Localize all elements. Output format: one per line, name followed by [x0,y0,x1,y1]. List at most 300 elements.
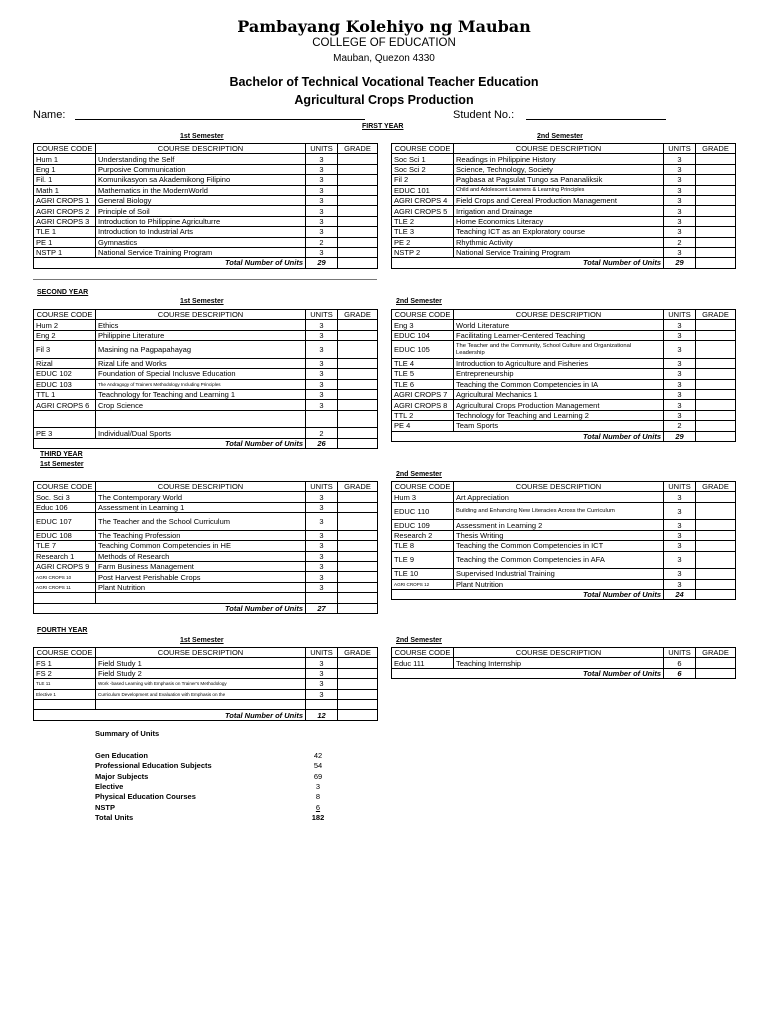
grade-cell[interactable] [338,164,378,174]
school-name: Pambayang Kolehiyo ng Mauban [237,17,531,36]
summary-value: 3 [315,781,321,791]
table-row [392,247,736,257]
grade-cell[interactable] [696,320,736,330]
total-units-label: Total Number of Units [454,258,664,268]
table-row [34,551,378,561]
total-spacer [34,258,96,268]
course-code: TLE 11 [34,679,96,689]
program-title: Bachelor of Technical Vocational Teacher Education [229,75,539,89]
grade-cell[interactable] [696,237,736,247]
summary-label: Physical Education Courses [95,792,196,802]
total-spacer [392,258,454,268]
header-course-code: COURSE CODE [392,310,454,320]
course-code [34,410,96,428]
table-row [34,320,378,330]
grade-cell[interactable] [696,400,736,410]
table-row [34,185,378,195]
summary-value: 182 [311,812,325,822]
course-description: Supervised Industrial Training [454,569,664,579]
course-code: EDUC 102 [34,369,96,379]
course-table [391,309,736,442]
course-description: Assessment in Learning 1 [96,502,306,512]
grade-cell[interactable] [338,379,378,389]
total-units-value: 29 [664,258,696,268]
table-row [34,175,378,185]
course-units: 3 [306,668,338,678]
grade-cell[interactable] [338,541,378,551]
course-description: Agricultural Mechanics 1 [454,390,664,400]
grade-cell[interactable] [696,579,736,589]
table-row [392,358,736,368]
grade-cell[interactable] [696,379,736,389]
course-code: Fil. 1 [34,175,96,185]
table-row [34,541,378,551]
table-row [34,410,378,428]
table-row [34,679,378,689]
course-code: TLE 6 [392,379,454,389]
course-units: 3 [664,502,696,520]
course-description: Understanding the Self [96,154,306,164]
grade-cell[interactable] [338,216,378,226]
student-no-label: Student No.: [453,109,515,121]
grade-cell[interactable] [696,502,736,520]
course-units: 3 [306,513,338,531]
course-units: 3 [306,530,338,540]
grade-cell[interactable] [338,185,378,195]
total-spacer [392,668,454,678]
course-units: 3 [306,206,338,216]
name-label: Name: [33,109,66,121]
grade-cell[interactable] [338,195,378,205]
course-units: 6 [664,658,696,668]
header-grade: GRADE [338,310,378,320]
table-row [34,582,378,592]
course-description: Teaching the Common Competencies in ICT [454,541,664,551]
course-units: 3 [664,185,696,195]
grade-cell[interactable] [338,562,378,572]
total-grade-cell [338,603,378,613]
table-row [392,330,736,340]
course-code: AGRI CROPS 3 [34,216,96,226]
total-row [34,438,378,448]
course-description [96,410,306,428]
course-code: Soc Sci 2 [392,164,454,174]
table-row [34,530,378,540]
course-units: 3 [664,227,696,237]
course-code: PE 4 [392,421,454,431]
total-row [392,668,736,678]
total-row [34,603,378,613]
header-course-description: COURSE DESCRIPTION [96,144,306,154]
course-units: 3 [664,206,696,216]
grade-cell[interactable] [338,582,378,592]
course-description: Rhythmic Activity [454,237,664,247]
course-description: Farm Business Management [96,562,306,572]
semester-label: 1st Semester [40,461,84,468]
course-code [34,699,96,709]
course-table [391,647,736,679]
course-code: NSTP 1 [34,247,96,257]
course-code: EDUC 103 [34,379,96,389]
grade-cell[interactable] [338,330,378,340]
course-code: AGRI CROPS 12 [392,579,454,589]
year-label: FOURTH YEAR [37,627,88,634]
course-units [306,699,338,709]
course-units: 3 [306,390,338,400]
table-row [34,216,378,226]
course-units: 3 [306,689,338,699]
table-row [34,369,378,379]
course-description: Team Sports [454,421,664,431]
table-row [34,428,378,438]
course-table [33,647,378,721]
year-label: THIRD YEAR [40,451,83,458]
summary-value: 6 [315,802,321,812]
course-code [34,593,96,603]
course-code: PE 2 [392,237,454,247]
course-code: TLE 5 [392,369,454,379]
course-description: Teaching Internship [454,658,664,668]
course-code: AGRI CROPS 4 [392,195,454,205]
course-description: The Contemporary World [96,492,306,502]
course-units: 3 [664,216,696,226]
course-code: TLE 9 [392,551,454,569]
grade-cell[interactable] [696,369,736,379]
name-field[interactable] [75,119,365,120]
grade-cell[interactable] [338,410,378,428]
summary-label: Professional Education Subjects [95,761,212,771]
grade-cell[interactable] [696,492,736,502]
grade-cell[interactable] [696,551,736,569]
course-description: Plant Nutrition [454,579,664,589]
course-units: 3 [306,541,338,551]
grade-cell[interactable] [696,247,736,257]
total-units-label: Total Number of Units [454,431,664,441]
grade-cell[interactable] [696,330,736,340]
course-code: Hum 3 [392,492,454,502]
course-units: 3 [664,164,696,174]
semester-label: 2nd Semester [396,298,442,305]
student-no-field[interactable] [526,119,666,120]
grade-cell[interactable] [696,358,736,368]
table-row [392,410,736,420]
table-row [392,502,736,520]
grade-cell[interactable] [696,206,736,216]
specialization-title: Agricultural Crops Production [294,93,474,107]
header-course-description: COURSE DESCRIPTION [454,648,664,658]
table-row [34,658,378,668]
course-units: 3 [306,216,338,226]
course-description: National Service Training Program [96,247,306,257]
year-label: SECOND YEAR [37,289,89,296]
summary-value: 8 [315,792,321,802]
grade-cell[interactable] [696,175,736,185]
school-address: Mauban, Quezon 4330 [333,53,435,64]
header-units: UNITS [664,482,696,492]
course-description: World Literature [454,320,664,330]
total-units-label: Total Number of Units [454,590,664,600]
table-row [392,227,736,237]
course-table [33,481,378,614]
table-row [392,185,736,195]
course-description: Gymnastics [96,237,306,247]
grade-cell[interactable] [338,502,378,512]
table-row [34,358,378,368]
table-row [392,579,736,589]
grade-cell[interactable] [338,689,378,699]
course-units: 3 [664,569,696,579]
table-row [34,330,378,340]
course-units: 3 [306,658,338,668]
course-code: TLE 4 [392,358,454,368]
course-code: Educ 111 [392,658,454,668]
course-description: Home Economics Literacy [454,216,664,226]
grade-cell[interactable] [338,369,378,379]
course-description: The Teaching Profession [96,530,306,540]
table-row [392,206,736,216]
grade-cell[interactable] [338,572,378,582]
grade-cell[interactable] [338,679,378,689]
header-grade: GRADE [338,648,378,658]
course-description: The Andragogy of Trainers Methodology Including Principles [96,379,306,389]
grade-cell[interactable] [338,551,378,561]
course-code: FS 2 [34,668,96,678]
table-row [392,320,736,330]
course-code: TLE 2 [392,216,454,226]
table-row [34,689,378,699]
total-units-value: 6 [664,668,696,678]
course-code: AGRI CROPS 5 [392,206,454,216]
course-description: Art Appreciation [454,492,664,502]
table-row [34,237,378,247]
course-description: Child and Adolescent Learners & Learning Principles [454,185,664,195]
grade-cell[interactable] [696,390,736,400]
grade-cell[interactable] [338,341,378,359]
grade-cell[interactable] [338,175,378,185]
grade-cell[interactable] [696,154,736,164]
table-header-row [34,144,378,154]
grade-cell[interactable] [338,358,378,368]
total-row [392,258,736,268]
course-code: TLE 3 [392,227,454,237]
table-row [34,668,378,678]
table-row [34,206,378,216]
grade-cell[interactable] [338,206,378,216]
course-code: TLE 7 [34,541,96,551]
course-description: Pagbasa at Pagsulat Tungo sa Pananaliksik [454,175,664,185]
course-code: TLE 8 [392,541,454,551]
course-description: National Service Training Program [454,247,664,257]
semester-label: 1st Semester [180,133,224,140]
course-code: TTL 1 [34,390,96,400]
header-course-description: COURSE DESCRIPTION [96,648,306,658]
course-code: NSTP 2 [392,247,454,257]
table-row [392,390,736,400]
course-units: 3 [306,227,338,237]
header-units: UNITS [664,648,696,658]
course-units: 3 [664,579,696,589]
grade-cell[interactable] [338,530,378,540]
table-header-row [392,482,736,492]
course-units: 3 [664,247,696,257]
course-code: PE 1 [34,237,96,247]
table-row [34,400,378,410]
course-description: Technology for Teaching and Learning 2 [454,410,664,420]
course-code: AGRI CROPS 2 [34,206,96,216]
header-course-description: COURSE DESCRIPTION [454,310,664,320]
course-code: EDUC 105 [392,341,454,359]
course-description: Building and Enhancing New Literacies Across the Curriculum [454,502,664,520]
course-code: AGRI CROPS 7 [392,390,454,400]
course-units: 3 [664,358,696,368]
table-row [392,658,736,668]
course-units: 3 [306,582,338,592]
table-header-row [392,648,736,658]
grade-cell[interactable] [696,541,736,551]
total-grade-cell [696,258,736,268]
total-grade-cell [696,668,736,678]
table-row [34,379,378,389]
grade-cell[interactable] [696,410,736,420]
grade-cell[interactable] [338,320,378,330]
table-row [392,530,736,540]
course-units: 3 [306,551,338,561]
course-description: Field Study 2 [96,668,306,678]
course-description: The Teacher and the Community, School Culture and Organizational Leadership [454,341,664,359]
summary-label: Gen Education [95,751,148,760]
grade-cell[interactable] [338,237,378,247]
summary-value: 69 [313,771,323,781]
course-units: 3 [664,551,696,569]
course-units: 3 [664,379,696,389]
course-description: Purposive Communication [96,164,306,174]
grade-cell[interactable] [696,520,736,530]
course-units: 2 [306,428,338,438]
course-table [33,143,378,269]
total-units-value: 29 [306,258,338,268]
grade-cell[interactable] [338,658,378,668]
course-table [391,143,736,269]
course-code: PE 3 [34,428,96,438]
table-row [392,551,736,569]
header-course-description: COURSE DESCRIPTION [96,482,306,492]
table-row [392,400,736,410]
course-code: FS 1 [34,658,96,668]
header-grade: GRADE [696,648,736,658]
course-units: 3 [664,320,696,330]
course-code: Fil 3 [34,341,96,359]
grade-cell[interactable] [338,154,378,164]
grade-cell[interactable] [696,185,736,195]
course-code: Eng 2 [34,330,96,340]
table-row [392,492,736,502]
course-code: AGRI CROPS 6 [34,400,96,410]
table-row [392,541,736,551]
grade-cell[interactable] [338,390,378,400]
header-course-code: COURSE CODE [392,144,454,154]
course-units: 3 [306,320,338,330]
course-code: Math 1 [34,185,96,195]
table-row [392,379,736,389]
total-spacer [34,438,96,448]
grade-cell[interactable] [696,227,736,237]
summary-value: 42 [313,751,323,760]
grade-cell[interactable] [338,513,378,531]
header-course-description: COURSE DESCRIPTION [454,482,664,492]
course-description: Introduction to Industrial Arts [96,227,306,237]
total-spacer [392,431,454,441]
semester-label: 2nd Semester [396,637,442,644]
course-description: Assessment in Learning 2 [454,520,664,530]
course-table [391,481,736,600]
header-course-description: COURSE DESCRIPTION [454,144,664,154]
grade-cell[interactable] [338,699,378,709]
year-label: FIRST YEAR [362,123,404,130]
course-units: 3 [306,195,338,205]
total-row [392,431,736,441]
total-units-label: Total Number of Units [96,438,306,448]
grade-cell[interactable] [338,227,378,237]
table-header-row [34,310,378,320]
grade-cell[interactable] [338,593,378,603]
header-grade: GRADE [338,482,378,492]
grade-cell[interactable] [696,195,736,205]
grade-cell[interactable] [696,658,736,668]
grade-cell[interactable] [338,400,378,410]
total-units-value: 29 [664,431,696,441]
course-description: Teaching the Common Competencies in AFA [454,551,664,569]
course-description: Entrepreneurship [454,369,664,379]
semester-label: 1st Semester [180,637,224,644]
course-description: Field Crops and Cereal Production Management [454,195,664,205]
course-description [96,699,306,709]
course-code: Fil 2 [392,175,454,185]
grade-cell[interactable] [338,492,378,502]
course-units: 3 [306,572,338,582]
course-description: Introduction to Agriculture and Fisheries [454,358,664,368]
summary-label: Major Subjects [95,771,149,781]
total-spacer [392,590,454,600]
course-units: 2 [306,237,338,247]
course-description: Field Study 1 [96,658,306,668]
header-course-code: COURSE CODE [34,648,96,658]
summary-value: 54 [313,761,323,771]
table-row [34,513,378,531]
grade-cell[interactable] [338,428,378,438]
grade-cell[interactable] [696,341,736,359]
header-grade: GRADE [696,482,736,492]
course-code: Soc Sci 1 [392,154,454,164]
course-table [33,309,378,449]
header-units: UNITS [306,482,338,492]
total-grade-cell [338,258,378,268]
course-units: 3 [306,369,338,379]
grade-cell[interactable] [696,164,736,174]
grade-cell[interactable] [696,569,736,579]
course-code: Elective 1 [34,689,96,699]
course-units: 3 [306,358,338,368]
header-units: UNITS [306,648,338,658]
grade-cell[interactable] [696,421,736,431]
grade-cell[interactable] [696,216,736,226]
course-code: AGRI CROPS 8 [392,400,454,410]
course-description: Work -based Learning with Emphasis on Trainer's Methodology [96,679,306,689]
grade-cell[interactable] [338,668,378,678]
grade-cell[interactable] [696,530,736,540]
header-course-code: COURSE CODE [34,310,96,320]
course-description: Principle of Soil [96,206,306,216]
grade-cell[interactable] [338,247,378,257]
